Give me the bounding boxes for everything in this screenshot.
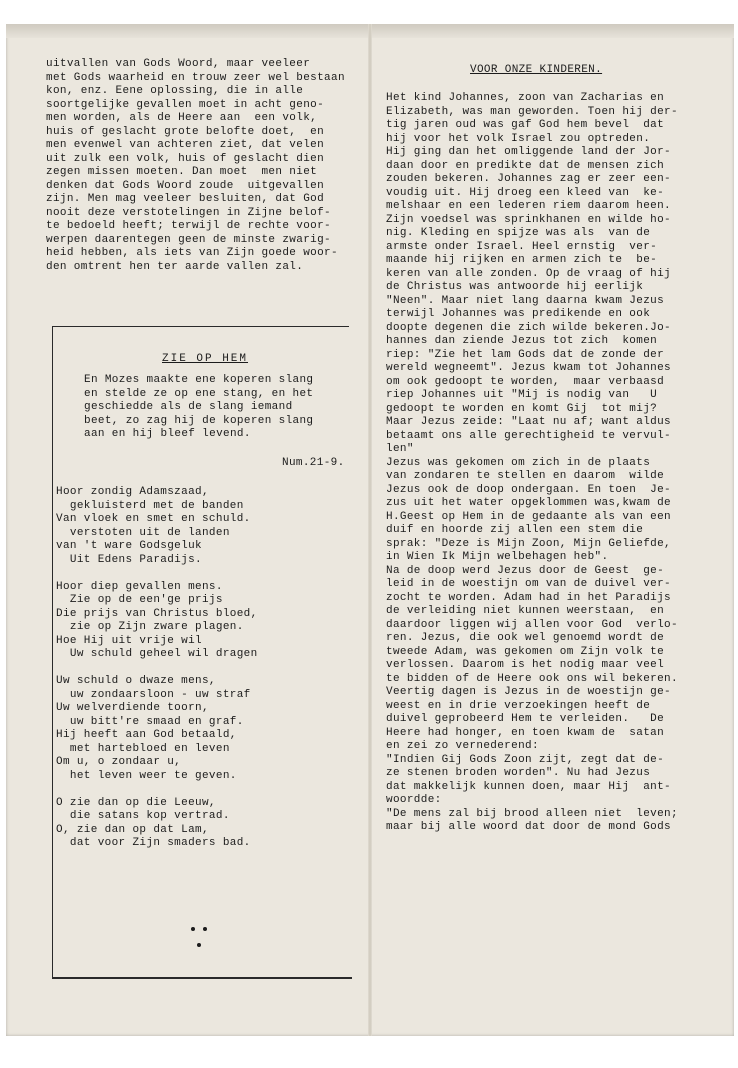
text-line: de verleiding niet kunnen weerstaan, en [386,605,665,617]
text-line: met Gods waarheid en trouw zeer wel bestaan [46,71,345,84]
text-line: zijn. Men mag veeleer besluiten, dat God [46,193,325,205]
text-line: duif en hoorde zij allen een stem die [386,524,644,536]
text-line: weest en in drie verzoekingen heeft de [386,699,651,712]
text-line: te bedoeld heeft; terwijl de rechte voor- [46,220,331,232]
text-line: Jezus was gekomen om zich in de plaats [386,456,651,469]
quote-line: aan en hij bleef levend. [84,428,251,440]
quote-line: En Mozes maakte ene koperen slang [84,374,314,386]
text-line: Veertig dagen is Jezus in de woestijn ge- [386,686,671,698]
text-line: Na de doop werd Jezus door de Geest ge- [386,564,665,577]
text-line: Zijn voedsel was sprinkhanen en wilde ho- [386,213,671,226]
right-body-text [386,92,678,835]
poem-line: Uw schuld geheel wil dragen [56,648,258,660]
right-heading: VOOR ONZE KINDEREN. [470,64,603,76]
ornament-dot [197,943,201,947]
text-line: hannes dan ziende Jezus tot zich komen [386,335,658,347]
text-line: maar bij alle woord dat door de mond Gods [386,821,671,833]
text-line: nooit deze verstotelingen in Zijne belof- [46,206,331,219]
poem-line: O zie dan op die Leeuw, [56,796,216,809]
text-line: de Christus was antwoorde hij eerlijk [386,281,644,293]
text-line: daan door en predikte dat de mensen zich [386,159,665,172]
text-line: armste onder Israel. Heel ernstig ver- [386,240,658,253]
poem-line: dat voor Zijn smaders bad. [56,837,251,849]
text-line: in Wien Ik Mijn welbehagen heb". [386,551,609,563]
text-line: maande hij rijken en armen zich te be- [386,254,658,266]
poem-line: die satans kop vertrad. [56,810,230,822]
poem-line: verstoten uit de landen [56,526,230,539]
left-intro-text [46,58,345,274]
text-line: "Indien Gij Gods Zoon zijt, zegt dat de- [386,753,665,766]
quote-line: en stelde ze op ene stang, en het [84,387,314,400]
poem-line: Uit Edens Paradijs. [56,553,202,566]
text-line: ren. Jezus, die ook wel genoemd wordt de [386,632,665,644]
poem-box-bottom-border [52,977,352,979]
text-line: men worden, als de Heere aan een volk, [46,112,318,124]
poem-line: Uw welverdiende toorn, [56,702,209,714]
ornament-dot [191,927,195,931]
text-line: ze stenen broden worden". Nu had Jezus [386,767,651,779]
quote-line: beet, zo zag hij de koperen slang [84,414,314,427]
text-line: gedoopt te worden en komt Gij tot mij? [386,402,658,415]
text-line: zouden bekeren. Johannes zag er zeer een- [386,173,671,185]
poem-line [56,662,258,676]
text-line: tweede Adam, was gekomen om Zijn volk te [386,645,665,658]
text-line: heid hebben, als iets van Zijn goede woor- [46,247,338,259]
text-line: daardoor liggen wij allen voor God verlo- [386,618,678,631]
quote-line: geschiedde als de slang iemand [84,401,293,413]
text-line: uitvallen van Gods Woord, maar veeleer [46,58,311,70]
text-line: uit zulk een volk, huis of geslacht dien [46,152,325,165]
text-line: leid in de woestijn om van de duivel ver- [386,578,671,590]
poem-line: met hartebloed en leven [56,742,230,755]
text-line: Elizabeth, was man geworden. Toen hij der- [386,105,678,118]
poem-line [56,567,258,581]
text-line: Heere had honger, en toen kwam de satan [386,726,665,739]
text-line: riep Johannes uit "Mij is nodig van U [386,389,658,401]
poem-line: O, zie dan op dat Lam, [56,823,209,836]
text-line: sprak: "Deze is Mijn Zoon, Mijn Geliefde, [386,537,671,550]
text-line: huis of geslacht grote belofte doet, en [46,125,325,138]
text-line: woordde: [386,794,442,806]
poem-line: Hoor diep gevallen mens. [56,580,223,593]
text-line: Maar Jezus zeide: "Laat nu af; want aldus [386,416,671,428]
text-line: "De mens zal bij brood alleen niet leven; [386,807,678,820]
text-line: en zei zo vernederend: [386,740,539,752]
text-line: voudig uit. Hij droeg een kleed van ke- [386,186,665,199]
text-line: tig jaren oud was gaf God hem bevel dat [386,119,665,131]
poem-line: Hoor zondig Adamszaad, [56,486,209,498]
poem-line: Hij heeft aan God betaald, [56,729,237,741]
text-line: Hij ging dan het omliggende land der Jor- [386,146,671,158]
text-line: Het kind Johannes, zoon van Zacharias en [386,92,665,104]
text-line: duivel geprobeerd Hem te verleiden. De [386,713,665,725]
poem-line: uw zondaarsloon - uw straf [56,688,251,701]
text-line: werpen daarentegen geen de minste zwarig- [46,233,331,246]
text-line: nig. Kleding en spijze was als van de [386,227,651,239]
text-line: verlossen. Daarom is het nodig maar veel [386,659,665,671]
text-line: "Neen". Maar niet lang daarna kwam Jezus [386,294,665,307]
poem-line: Om u, o zondaar u, [56,756,182,768]
poem-line: gekluisterd met de banden [56,499,244,512]
poem-line: Uw schuld o dwaze mens, [56,675,216,687]
ornament-dot [203,927,207,931]
text-line: dat makkelijk kunnen doen, maar Hij ant- [386,780,671,793]
text-line: zocht te worden. Adam had in het Paradijs [386,591,671,604]
center-fold [368,24,372,1036]
text-line: te bidden of de Heere ook ons wil bekeren. [386,672,678,685]
text-line: van zondaren te stellen en daarom wilde [386,470,665,482]
text-line: Jezus ook de doop ondergaan. En toen Je- [386,483,671,496]
scripture-reference: Num.21-9. [282,457,345,469]
text-line: hij voor het volk Israel zou optreden. [386,132,651,145]
poem-line: Van vloek en smet en schuld. [56,513,251,525]
poem-line: van 't ware Godsgeluk [56,540,202,552]
poem-line: Zie op de een'ge prijs [56,594,223,606]
text-line: zus uit het water opgeklommen was,kwam de [386,497,671,509]
text-line: H.Geest op Hem in de gedaante als van een [386,510,671,523]
text-line: men evenwel van achteren ziet, dat velen [46,139,325,151]
text-line: kon, enz. Eene oplossing, die in alle [46,85,304,97]
text-line: wereld wegneemt". Jezus kwam tot Johannes [386,362,671,374]
text-line: denken dat Gods Woord zoude uitgevallen [46,179,325,192]
poem-line: uw bitt're smaad en graf. [56,715,244,728]
text-line: betaamt ons alle gerechtigheid te vervul- [386,429,671,442]
poem-line: Hoe Hij uit vrije wil [56,634,202,647]
text-line: om ook gedoopt te worden, maar verbaasd [386,375,665,388]
poem-line: het leven weer te geven. [56,769,237,782]
text-line: riep: "Zie het lam Gods dat de zonde der [386,348,665,361]
poem-box-title: ZIE OP HEM [162,353,249,365]
text-line: keren van alle zonden. Op de vraag of hij [386,267,671,280]
text-line: melshaar en een lederen riem daarom heen. [386,200,671,212]
text-line: doopte degenen die zich wilde bekeren.Jo- [386,321,671,334]
text-line: terwijl Johannes was predikende en ook [386,308,651,320]
text-line: soortgelijke gevallen moet in acht geno- [46,98,325,111]
poem-line: Die prijs van Christus bloed, [56,607,258,620]
text-line: den omtrent hen ter aarde vallen zal. [46,260,304,273]
scripture-quote [84,374,313,442]
poem-text [56,486,258,851]
poem-line: zie op Zijn zware plagen. [56,621,244,633]
text-line: zegen missen moeten. Dan moet men niet [46,166,318,178]
poem-line [56,783,258,797]
text-line: len" [386,443,414,455]
